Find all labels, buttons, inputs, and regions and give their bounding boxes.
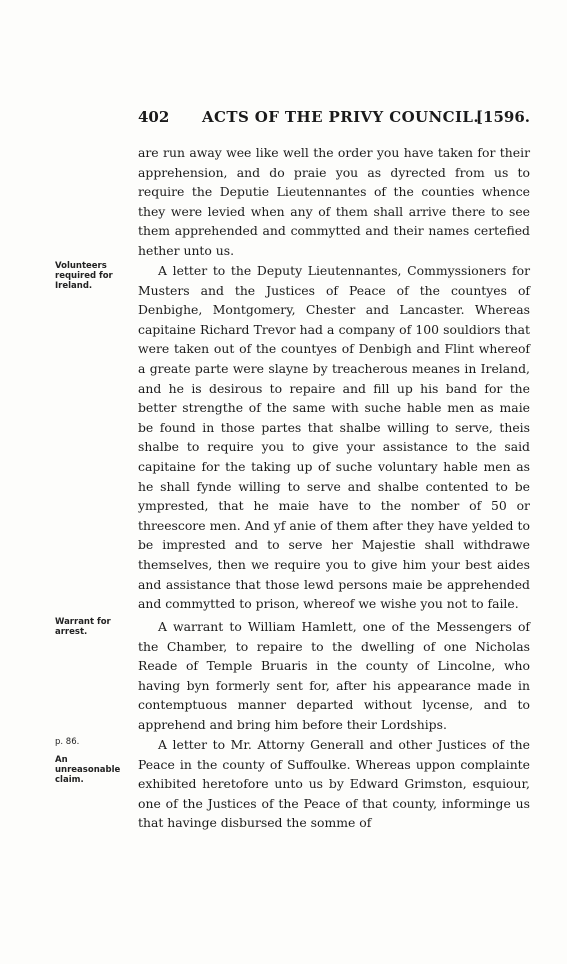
paragraph-letter-deputy-lieutenants: A letter to the Deputy Lieutennantes, Commyssioners for Musters and the Justices of Peace of the countyes of Denbighe, Montgomery, Chester and Lancaster. Whereas capitaine Richard Trevor had a company of 100 souldiors that were taken out of the countyes of Denbigh and Flint whereof a greate parte were slayne by treacherous meanes in Ireland, and he is desirous to repaire and fill up his band for the better strengthe of the same with suche hable men as maie be found in those partes that shalbe willing to serve, theis shalbe to require you to give your assistance to the said capitaine for the taking up of suche voluntary hable men as he shall fynde willing to serve and shalbe contented to be ymprested, that he maie have to the nomber of 50 or threescore men. And yf anie of them after they have yelded to be imprested and to serve her Majestie shall withdrawe themselves, then we require you to give him your best aides and assistance that those lewd persons maie be apprehended and commytted to prison, whereof we wishe you not to faile. <box>138 263 530 612</box>
margin-note-unreasonable-claim: An unreasonable claim. <box>55 755 121 785</box>
paragraph-continuation: are run away wee like well the order you have taken for their apprehension, and do praie you as dyrected from us to require the Deputie Lieutennantes of the counties whence they were levied when any of them shall arrive there to see them apprehended and commytted and their names certefied hether unto us. <box>138 145 530 258</box>
margin-note-page-ref: p. 86. <box>55 737 80 747</box>
paragraph-warrant-hamlett: A warrant to William Hamlett, one of the Messengers of the Chamber, to repaire to the dwelling of one Nicholas Reade of Temple Bruaris in the county of Lincolne, who having byn formerly sent for, after his appearance made in contemptuous manner departed without lycense, and to apprehend and bring him before their Lordships. <box>138 619 530 732</box>
running-header <box>138 108 530 130</box>
running-title: ACTS OF THE PRIVY COUNCIL. <box>202 108 479 126</box>
header-year: [1596. <box>475 108 530 126</box>
page-number: 402 <box>138 108 170 126</box>
margin-note-warrant: Warrant for arrest. <box>55 617 111 637</box>
paragraph-letter-attorney-general: A letter to Mr. Attorny Generall and other Justices of the Peace in the county of Suffoulke. Whereas uppon complainte exhibited heretofore unto us by Edward Grimston, esquiour, one of the Justices of the Peace of that county, informinge us that havinge disbursed the somme of <box>138 737 530 831</box>
margin-note-volunteers: Volunteers required for Ireland. <box>55 261 113 291</box>
